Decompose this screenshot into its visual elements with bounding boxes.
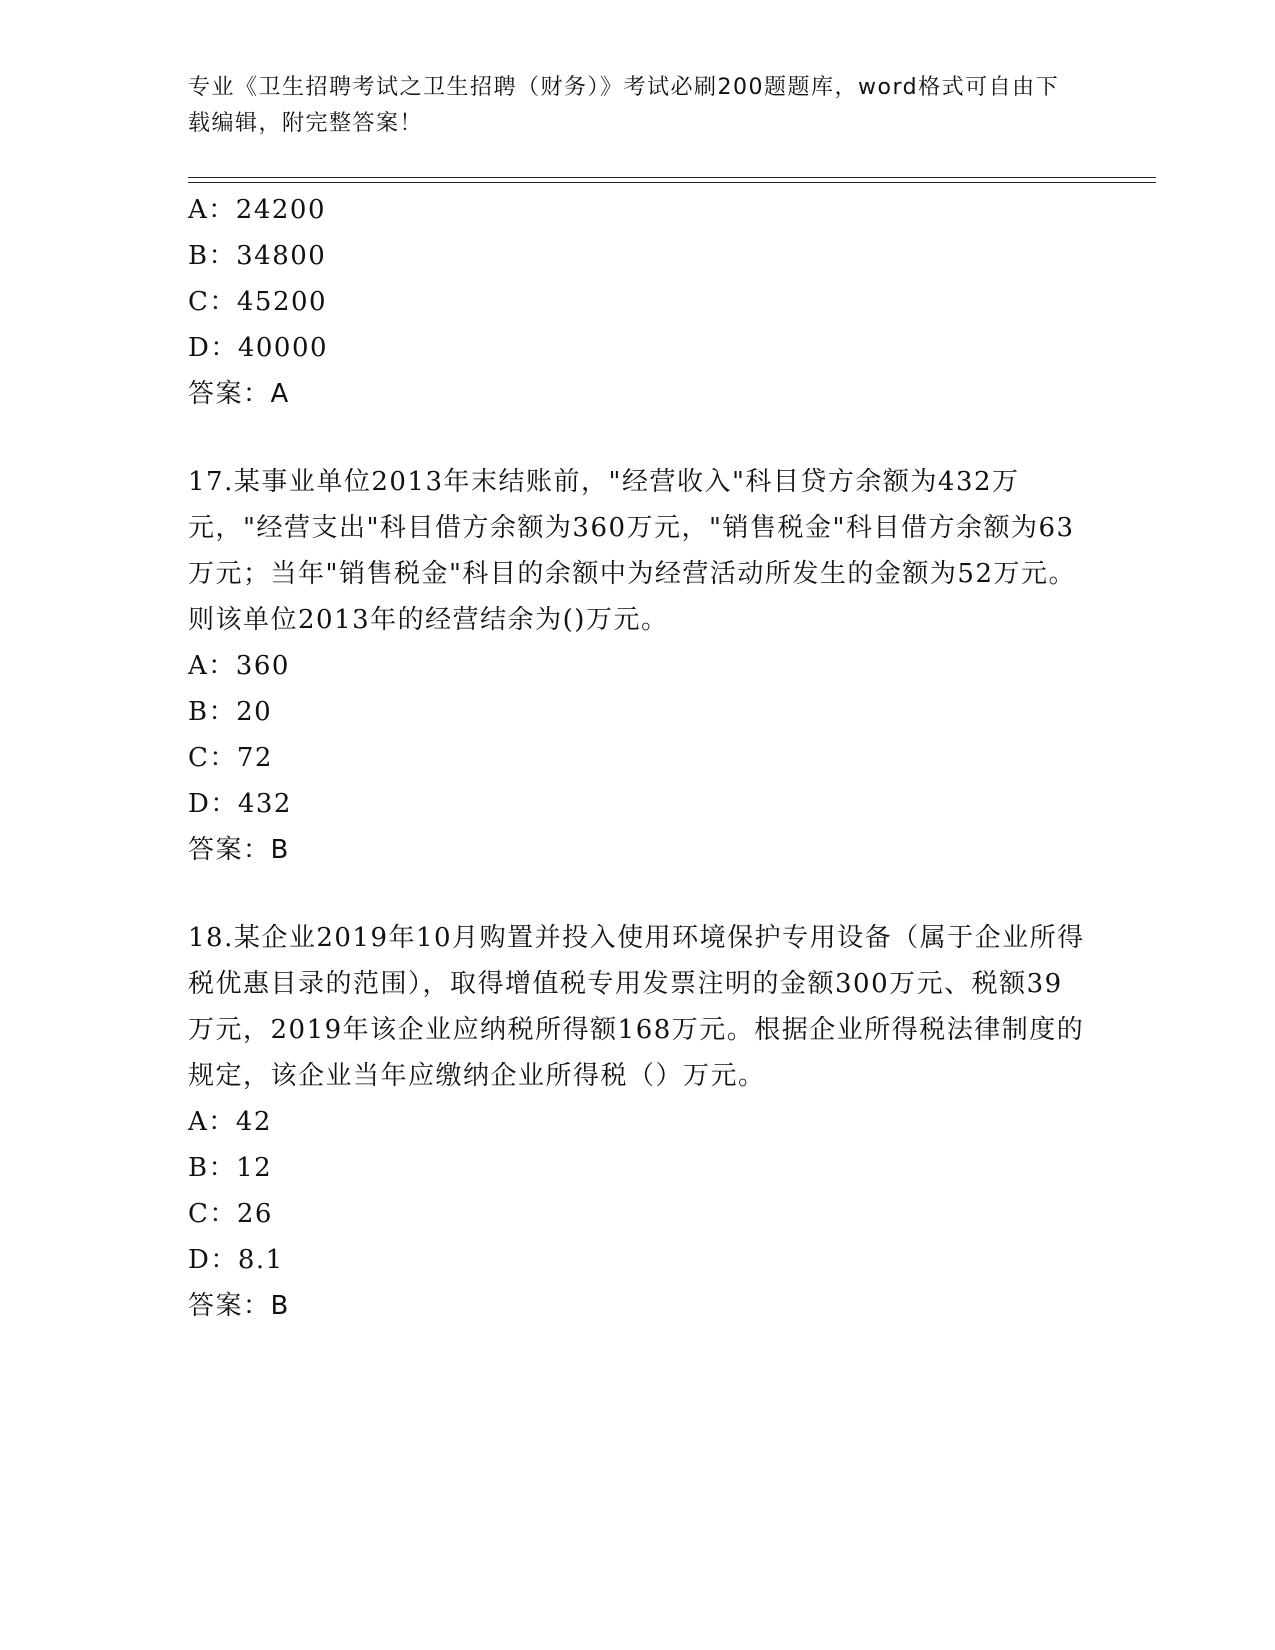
header-rule-top [188,177,1156,178]
option-a: A：42 [188,1107,272,1137]
header-rule-bottom [188,182,1156,183]
option-b: B：12 [188,1153,273,1183]
question-text: 17.某事业单位2013年末结账前，"经营收入"科目贷方余额为432万元，"经营支出"科目借方余额为360万元，"销售税金"科目借方余额为63万元；当年"销售税金"科目的余额中为经营活动所发生的金额为52万元。则该单位2013年的经营结余为()万元。 [188,467,1077,635]
question-text: 18.某企业2019年10月购置并投入使用环境保护专用设备（属于企业所得税优惠目录的范围），取得增值税专用发票注明的金额300万元、税额39万元，2019年该企业应纳税所得额168万元。根据企业所得税法律制度的规定，该企业当年应缴纳企业所得税（）万元。 [188,923,1085,1091]
document-header: 专业《卫生招聘考试之卫生招聘（财务）》考试必刷200题题库，word格式可自由下载编辑，附完整答案！ [188,75,1060,136]
option-d: D：432 [188,789,292,819]
question-list [188,187,1088,1329]
option-a: A：24200 [188,195,326,225]
question-block [188,187,1088,417]
answer-line: 答案：A [188,379,290,409]
question-block [188,459,1088,873]
option-c: C：26 [188,1199,273,1229]
option-d: D：8.1 [188,1245,284,1275]
option-b: B：20 [188,697,273,727]
answer-line: 答案：B [188,1291,290,1321]
option-d: D：40000 [188,333,329,363]
option-c: C：45200 [188,287,328,317]
option-b: B：34800 [188,241,327,271]
option-c: C：72 [188,743,273,773]
answer-line: 答案：B [188,835,290,865]
option-a: A：360 [188,651,290,681]
question-block [188,915,1088,1329]
